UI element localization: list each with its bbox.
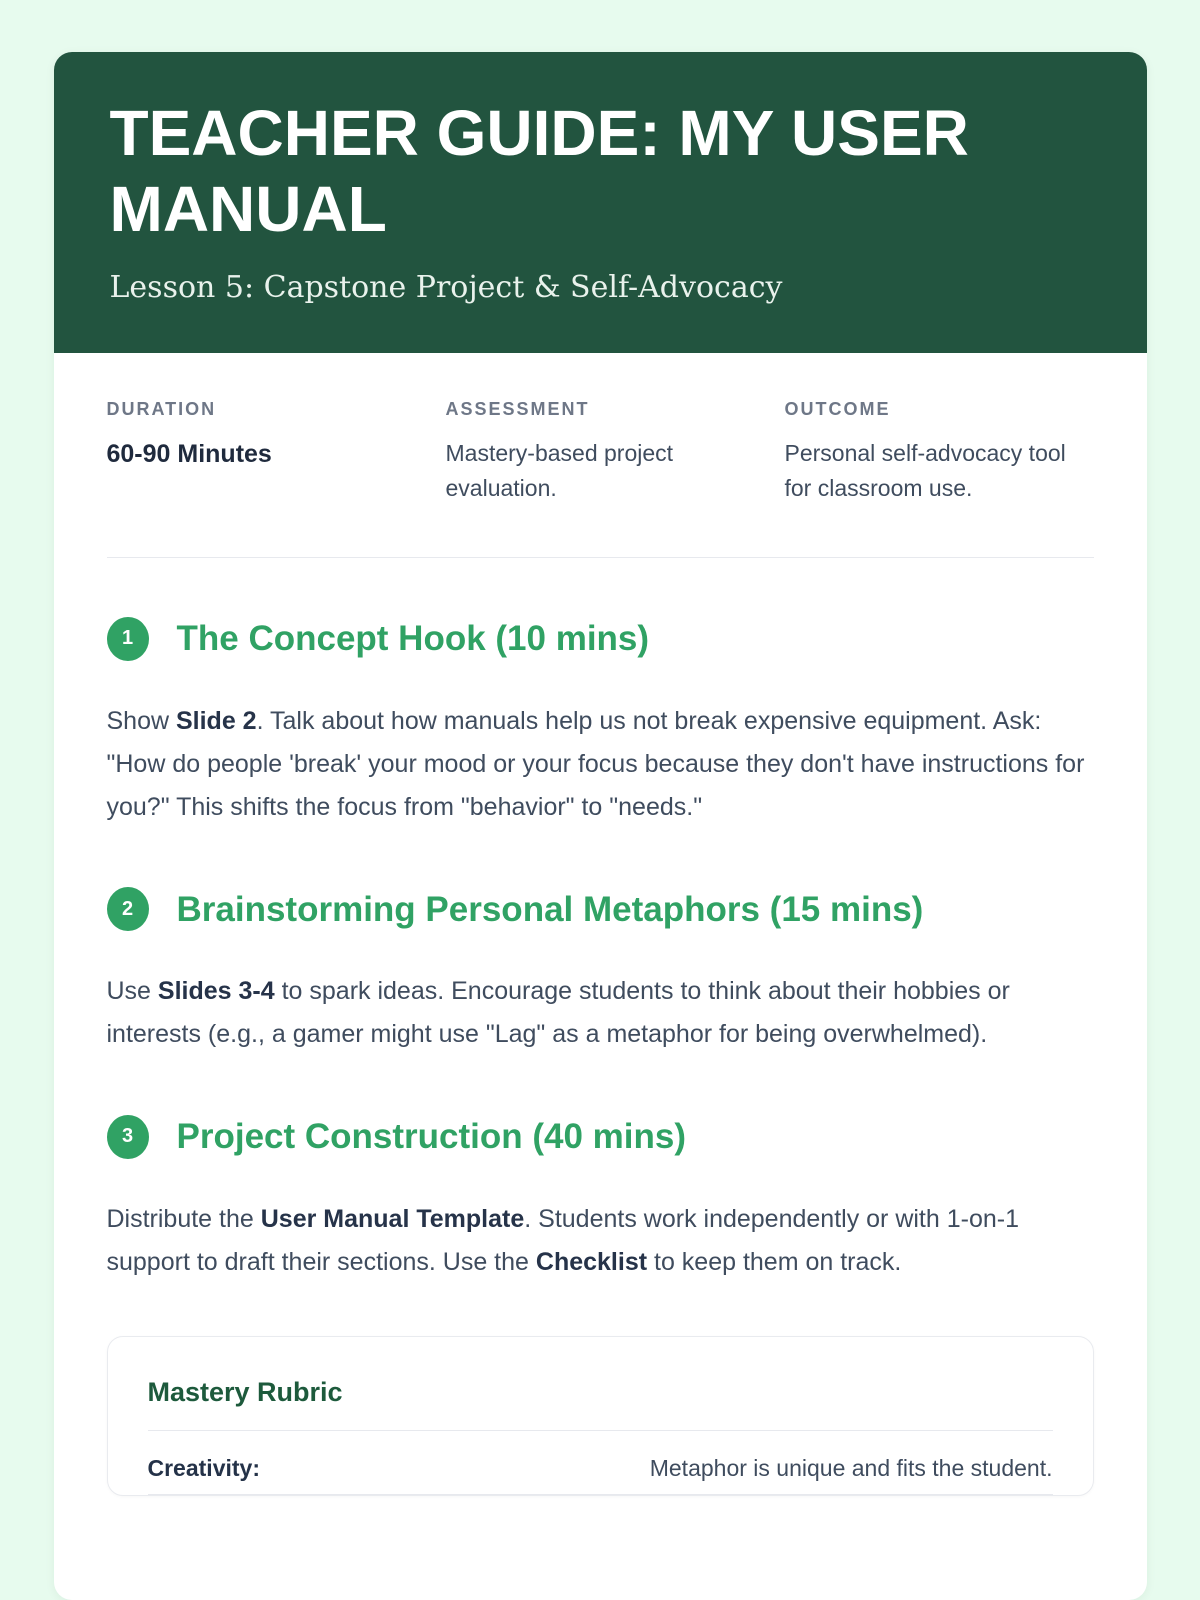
mastery-rubric-card [107, 1336, 1094, 1496]
section-title: Project Construction (40 mins) [176, 1117, 687, 1157]
meta-column-outcome [785, 399, 1094, 505]
rubric-row-label: Creativity: [147, 1454, 260, 1481]
section-concept-hook [107, 616, 1094, 829]
section-title: Brainstorming Personal Metaphors (15 mins) [176, 889, 924, 929]
meta-column-assessment [446, 399, 755, 505]
rubric-title: Mastery Rubric [147, 1376, 343, 1407]
section-body: Show Slide 2. Talk about how manuals help us not break expensive equipment. Ask: "How do people 'break' your mood or your focus because they don't have instructions for you?" This shifts the focus from "behavior" to "needs." [106, 706, 1085, 821]
section-brainstorming [107, 887, 1094, 1057]
step-number-badge: 2 [107, 887, 149, 931]
section-body: Distribute the User Manual Template. Students work independently or with 1-on-1 support to draft their sections. Use the Checklist to keep them on track. [106, 1204, 1019, 1276]
step-number-badge: 1 [107, 617, 149, 661]
meta-column-duration [107, 399, 416, 505]
content [54, 399, 1147, 1536]
meta-label-duration: DURATION [106, 399, 217, 420]
rubric-row-value: Metaphor is unique and fits the student. [649, 1454, 1053, 1481]
step-number-badge: 3 [107, 1115, 149, 1159]
section-body: Use Slides 3-4 to spark ideas. Encourage students to think about their hobbies or interests (e.g., a gamer might use "Lag" as a metaphor for being overwhelmed). [106, 977, 1010, 1049]
section-heading [107, 1114, 1094, 1160]
meta-label-outcome: OUTCOME [784, 399, 891, 420]
header [54, 52, 1147, 353]
meta-value-outcome: Personal self-advocacy tool for classroom use. [784, 440, 1066, 501]
section-title: The Concept Hook (10 mins) [176, 619, 650, 659]
page-subtitle: Lesson 5: Capstone Project & Self-Advocacy [109, 270, 783, 306]
meta-label-assessment: ASSESSMENT [445, 399, 590, 420]
meta-divider [107, 557, 1094, 558]
section-heading [107, 887, 1094, 933]
meta-value-duration: 60-90 Minutes [106, 440, 272, 469]
section-heading [107, 616, 1094, 662]
page-title: TEACHER GUIDE: MY USER MANUAL [109, 97, 969, 245]
meta-value-assessment: Mastery-based project evaluation. [445, 440, 674, 501]
rubric-row-creativity [148, 1431, 1053, 1495]
meta-grid [107, 399, 1094, 505]
section-project-construction [107, 1114, 1094, 1284]
page-card [54, 52, 1147, 1600]
